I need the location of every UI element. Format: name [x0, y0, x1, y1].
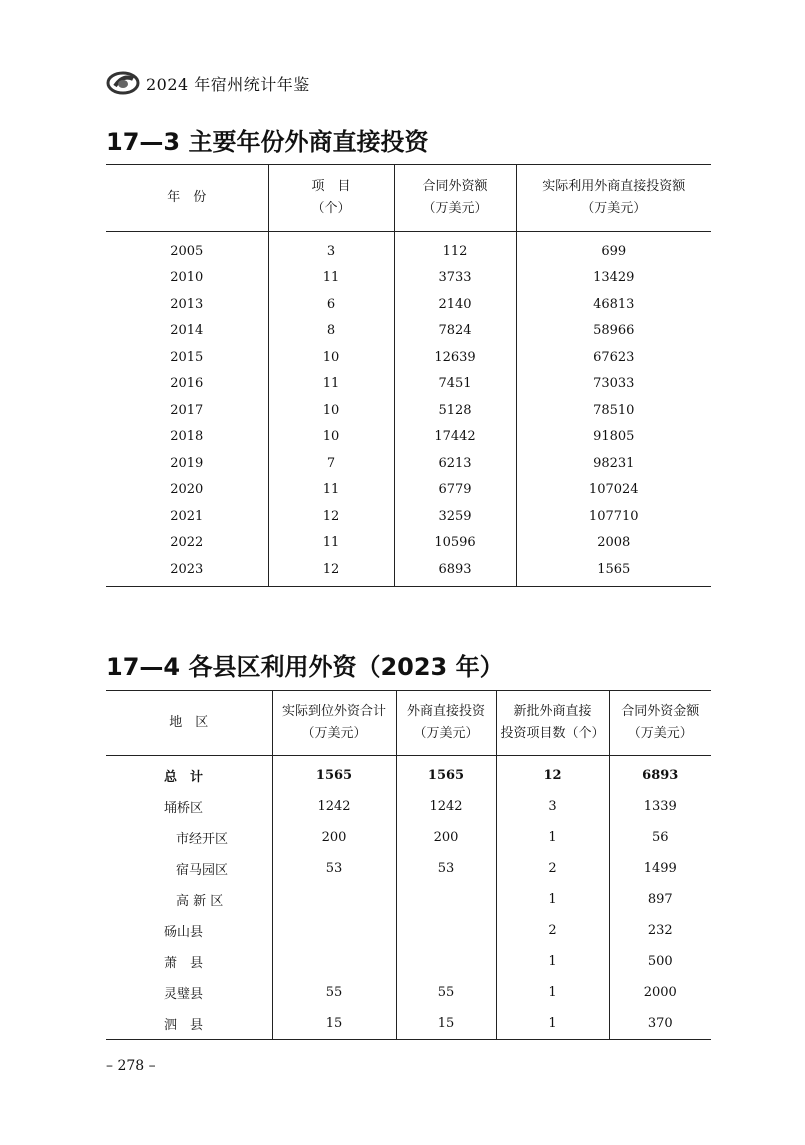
table-cell: 200 — [272, 822, 396, 853]
table-cell: 2140 — [394, 291, 516, 318]
table-cell: 1 — [496, 822, 609, 853]
table-cell: 98231 — [516, 450, 711, 477]
table-cell: 2020 — [170, 482, 204, 498]
table-cell — [396, 946, 496, 977]
table-cell: 3 — [496, 791, 609, 822]
table-cell: 6893 — [609, 756, 711, 792]
column-header-projects: 项 目 （个） — [268, 165, 394, 232]
table-cell: 53 — [396, 853, 496, 884]
table-cell: 12 — [496, 756, 609, 792]
table-header-row — [106, 165, 711, 232]
table-cell: 897 — [609, 884, 711, 915]
table-cell: 7451 — [394, 371, 516, 398]
table-cell: 1242 — [396, 791, 496, 822]
table-cell — [272, 884, 396, 915]
table-row — [106, 344, 711, 371]
page-number: – 278 – — [106, 1058, 156, 1074]
table-cell: 55 — [272, 977, 396, 1008]
table-cell: 2008 — [516, 530, 711, 557]
table-cell: 2015 — [170, 349, 204, 365]
table-row — [106, 477, 711, 504]
foreign-investment-by-year-table — [106, 164, 711, 587]
table-cell: 2023 — [170, 561, 204, 577]
column-header-contract-amount: 合同外资额 （万美元） — [394, 165, 516, 232]
region-name-cell: 总 计 — [164, 770, 204, 785]
table-cell: 15 — [272, 1008, 396, 1040]
table-row — [106, 318, 711, 345]
table-cell: 2022 — [170, 535, 204, 551]
table-cell: 6779 — [394, 477, 516, 504]
table-cell: 6 — [268, 291, 394, 318]
table-cell: 12 — [268, 503, 394, 530]
table-cell: 2 — [496, 915, 609, 946]
table-cell: 1565 — [396, 756, 496, 792]
table-cell: 1 — [496, 1008, 609, 1040]
table-cell: 6893 — [394, 556, 516, 586]
table-cell: 699 — [516, 232, 711, 265]
table-cell: 107024 — [516, 477, 711, 504]
table-cell: 46813 — [516, 291, 711, 318]
table-cell: 107710 — [516, 503, 711, 530]
table-cell: 2010 — [170, 270, 204, 286]
table-cell: 7 — [268, 450, 394, 477]
table-row — [106, 915, 711, 946]
yearbook-logo-icon — [106, 70, 140, 96]
region-name-cell: 高 新 区 — [176, 894, 224, 909]
table-row — [106, 424, 711, 451]
table-cell: 1499 — [609, 853, 711, 884]
table-cell: 2017 — [170, 402, 204, 418]
table-cell: 11 — [268, 371, 394, 398]
column-header-actual-total: 实际到位外资合计 （万美元） — [272, 691, 396, 756]
column-header-fdi: 外商直接投资 （万美元） — [396, 691, 496, 756]
table-cell: 7824 — [394, 318, 516, 345]
table-cell: 2 — [496, 853, 609, 884]
table-cell: 2021 — [170, 508, 204, 524]
table-cell: 1 — [496, 884, 609, 915]
table-cell: 2013 — [170, 296, 204, 312]
table-cell: 10 — [268, 344, 394, 371]
table-cell: 12 — [268, 556, 394, 586]
table-row — [106, 503, 711, 530]
table-row — [106, 1008, 711, 1040]
table-cell: 3733 — [394, 265, 516, 292]
table-cell: 500 — [609, 946, 711, 977]
table-cell: 78510 — [516, 397, 711, 424]
table-cell: 2016 — [170, 376, 204, 392]
table-cell: 112 — [394, 232, 516, 265]
table-row — [106, 450, 711, 477]
table-cell: 73033 — [516, 371, 711, 398]
column-header-region: 地 区 — [169, 715, 209, 730]
table-row — [106, 977, 711, 1008]
column-header-contract-amount: 合同外资金额 （万美元） — [609, 691, 711, 756]
table-row — [106, 232, 711, 265]
table-cell: 370 — [609, 1008, 711, 1040]
table-row — [106, 791, 711, 822]
table-cell: 8 — [268, 318, 394, 345]
table-row — [106, 853, 711, 884]
table-cell: 232 — [609, 915, 711, 946]
table-cell: 5128 — [394, 397, 516, 424]
table-row — [106, 756, 711, 792]
table-row — [106, 371, 711, 398]
table-row — [106, 884, 711, 915]
table-cell: 55 — [396, 977, 496, 1008]
table-cell: 17442 — [394, 424, 516, 451]
table-cell: 1 — [496, 977, 609, 1008]
table-cell: 2018 — [170, 429, 204, 445]
column-header-new-projects: 新批外商直接 投资项目数（个） — [496, 691, 609, 756]
column-header-year: 年 份 — [167, 190, 207, 205]
table-row — [106, 822, 711, 853]
table-cell: 10 — [268, 397, 394, 424]
yearbook-title: 2024 年宿州统计年鉴 — [146, 74, 310, 94]
table-cell: 6213 — [394, 450, 516, 477]
table-cell: 12639 — [394, 344, 516, 371]
region-name-cell: 市经开区 — [176, 832, 229, 847]
table-row — [106, 946, 711, 977]
table-cell: 11 — [268, 530, 394, 557]
table-row — [106, 530, 711, 557]
page-header — [106, 66, 310, 100]
table-cell: 1565 — [516, 556, 711, 586]
region-name-cell: 埇桥区 — [164, 801, 204, 816]
table-cell: 91805 — [516, 424, 711, 451]
table-cell — [396, 915, 496, 946]
table-cell: 53 — [272, 853, 396, 884]
table-cell: 1242 — [272, 791, 396, 822]
column-header-actual-fdi: 实际利用外商直接投资额 （万美元） — [516, 165, 711, 232]
table-cell: 1565 — [272, 756, 396, 792]
table-cell: 15 — [396, 1008, 496, 1040]
table-cell: 56 — [609, 822, 711, 853]
table-row — [106, 397, 711, 424]
region-name-cell: 砀山县 — [164, 925, 204, 940]
table-cell: 1339 — [609, 791, 711, 822]
table-cell: 13429 — [516, 265, 711, 292]
table-cell: 67623 — [516, 344, 711, 371]
region-name-cell: 泗 县 — [164, 1018, 204, 1033]
table-row — [106, 265, 711, 292]
table-cell — [272, 946, 396, 977]
county-foreign-investment-table — [106, 690, 711, 1040]
table-cell: 3259 — [394, 503, 516, 530]
table-cell: 2000 — [609, 977, 711, 1008]
table-cell — [396, 884, 496, 915]
table-cell: 58966 — [516, 318, 711, 345]
table-cell: 3 — [268, 232, 394, 265]
table-cell: 2014 — [170, 323, 204, 339]
table-cell: 10 — [268, 424, 394, 451]
table-cell: 10596 — [394, 530, 516, 557]
region-name-cell: 宿马园区 — [176, 863, 229, 878]
table-row — [106, 556, 711, 586]
table-cell: 2005 — [170, 243, 204, 259]
table-row — [106, 291, 711, 318]
table-cell: 2019 — [170, 455, 204, 471]
table-cell: 11 — [268, 265, 394, 292]
table-cell: 1 — [496, 946, 609, 977]
table-title-foreign-investment-by-year: 17—3 主要年份外商直接投资 — [106, 128, 429, 156]
table-cell: 200 — [396, 822, 496, 853]
table-title-county-foreign-investment: 17—4 各县区利用外资（2023 年） — [106, 653, 504, 681]
table-cell — [272, 915, 396, 946]
table-cell: 11 — [268, 477, 394, 504]
region-name-cell: 萧 县 — [164, 956, 204, 971]
region-name-cell: 灵璧县 — [164, 987, 204, 1002]
table-header-row — [106, 691, 711, 756]
